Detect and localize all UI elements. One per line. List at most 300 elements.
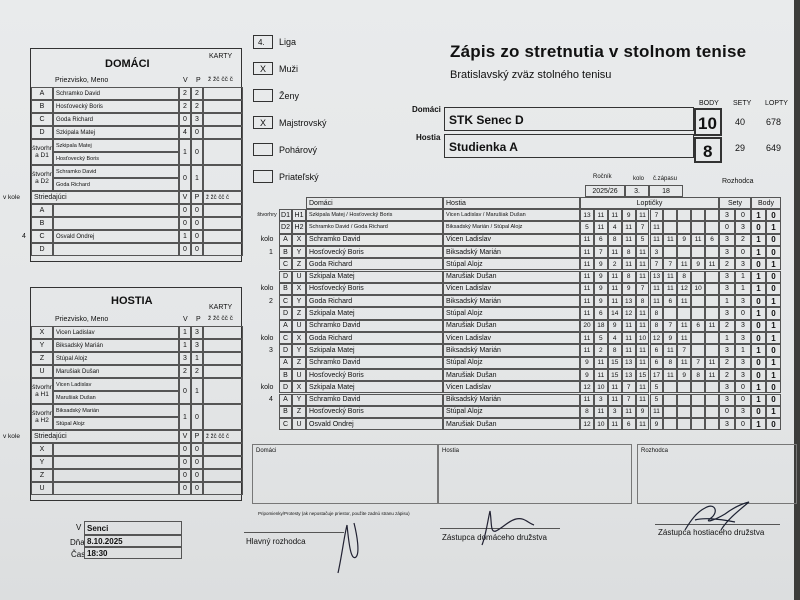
ball-score[interactable]: 11 — [677, 332, 691, 344]
lopty-header: LOPTY — [765, 100, 788, 107]
league-number-box[interactable] — [253, 35, 273, 49]
ball-score[interactable]: 3 — [650, 246, 664, 258]
ball-score[interactable] — [705, 332, 719, 344]
away-team-field[interactable] — [444, 134, 694, 158]
ball-score[interactable]: 8 — [580, 406, 594, 418]
ball-score[interactable] — [663, 221, 677, 233]
doubles-player-1[interactable]: Biksadský Marián — [53, 404, 179, 417]
ball-score[interactable]: 11 — [608, 418, 622, 430]
ball-score[interactable]: 11 — [677, 357, 691, 369]
sub-name[interactable] — [53, 204, 179, 217]
player-cards[interactable] — [203, 100, 243, 113]
ball-score[interactable] — [663, 381, 677, 393]
match-sets-home: 0 — [719, 406, 735, 418]
ball-score[interactable]: 9 — [677, 369, 691, 381]
player-wins: 0 — [179, 113, 191, 126]
ball-score[interactable]: 11 — [594, 369, 608, 381]
sub-cards[interactable] — [203, 204, 243, 217]
ball-score[interactable] — [691, 307, 705, 319]
ball-score[interactable] — [705, 221, 719, 233]
match-away-player[interactable]: Biksadský Marián / Stúpal Alojz — [443, 221, 580, 233]
ball-score[interactable]: 8 — [691, 369, 705, 381]
player-name[interactable]: Marušiak Dušan — [53, 365, 179, 378]
ball-score[interactable]: 10 — [594, 418, 608, 430]
match-home-player[interactable]: Goda Richard — [306, 258, 443, 270]
ball-score[interactable] — [677, 381, 691, 393]
match-home-player[interactable]: Osvald Ondrej — [306, 418, 443, 430]
ball-score[interactable]: 11 — [636, 258, 650, 270]
ball-score[interactable]: 11 — [636, 418, 650, 430]
ball-score[interactable] — [705, 394, 719, 406]
ball-score[interactable]: 11 — [650, 221, 664, 233]
ball-score[interactable] — [677, 209, 691, 221]
ball-score[interactable]: 15 — [608, 357, 622, 369]
match-home-player[interactable]: Hosťovecký Boris — [306, 406, 443, 418]
match-home-player[interactable]: Szkipala Matej — [306, 271, 443, 283]
match-away-player[interactable]: Stúpal Alojz — [443, 258, 580, 270]
ball-score[interactable]: 11 — [622, 221, 636, 233]
sub-name[interactable] — [53, 482, 179, 495]
ball-score[interactable]: 11 — [691, 234, 705, 246]
player-name[interactable]: Goda Richard — [53, 113, 179, 126]
ball-score[interactable]: 11 — [636, 307, 650, 319]
ball-score[interactable]: 11 — [663, 344, 677, 356]
match-home-player[interactable]: Hosťovecký Boris — [306, 246, 443, 258]
sub-name[interactable] — [53, 243, 179, 256]
ball-score[interactable]: 8 — [663, 357, 677, 369]
player-name[interactable]: Biksadský Marián — [53, 339, 179, 352]
ball-score[interactable]: 8 — [677, 271, 691, 283]
ball-score[interactable]: 17 — [650, 369, 664, 381]
doubles-player-1[interactable]: Schramko David — [53, 165, 179, 178]
doubles-cards[interactable] — [203, 165, 243, 191]
ball-score[interactable]: 7 — [622, 381, 636, 393]
match-home-letter: D — [279, 271, 292, 283]
ball-score[interactable]: 11 — [650, 295, 664, 307]
ball-score[interactable] — [691, 394, 705, 406]
ball-score[interactable]: 8 — [622, 246, 636, 258]
ball-score[interactable] — [691, 332, 705, 344]
ball-score[interactable]: 11 — [636, 394, 650, 406]
ball-score[interactable]: 11 — [580, 332, 594, 344]
ball-score[interactable] — [677, 394, 691, 406]
sub-cards[interactable] — [203, 217, 243, 230]
zapas-field[interactable]: 18 — [649, 185, 683, 197]
match-home-player[interactable]: Schramko David — [306, 320, 443, 332]
ball-score[interactable]: 11 — [705, 320, 719, 332]
ball-score[interactable]: 12 — [622, 307, 636, 319]
doubles-player-2[interactable]: Stúpal Alojz — [53, 417, 179, 430]
ball-score[interactable]: 7 — [677, 344, 691, 356]
ball-score[interactable]: 11 — [636, 357, 650, 369]
ball-score[interactable]: 11 — [622, 234, 636, 246]
ball-score[interactable]: 4 — [608, 221, 622, 233]
match-away-player[interactable]: Vicen Ladislav — [443, 283, 580, 295]
match-home-player[interactable]: Szkipala Matej — [306, 381, 443, 393]
ball-score[interactable] — [691, 271, 705, 283]
ball-score[interactable]: 11 — [622, 320, 636, 332]
doubles-cards[interactable] — [203, 378, 243, 404]
ball-score[interactable]: 7 — [663, 320, 677, 332]
ball-score[interactable]: 2 — [608, 258, 622, 270]
ball-score[interactable]: 11 — [622, 258, 636, 270]
ball-score[interactable]: 3 — [608, 406, 622, 418]
match-away-player[interactable]: Biksadský Marián — [443, 246, 580, 258]
ball-score[interactable]: 6 — [705, 234, 719, 246]
ball-score[interactable] — [691, 221, 705, 233]
kolo-field[interactable]: 3. — [625, 185, 649, 197]
cas-field[interactable]: 18:30 — [84, 547, 182, 559]
ball-score[interactable] — [691, 381, 705, 393]
doubles-player-2[interactable]: Hosťovecký Boris — [53, 152, 179, 165]
player-cards[interactable] — [203, 365, 243, 378]
ball-score[interactable]: 11 — [608, 246, 622, 258]
ball-score[interactable]: 6 — [663, 295, 677, 307]
ball-score[interactable]: 11 — [594, 357, 608, 369]
ball-score[interactable]: 7 — [650, 258, 664, 270]
ball-score[interactable] — [663, 209, 677, 221]
rocnik-field[interactable]: 2025/26 — [585, 185, 625, 197]
ball-score[interactable]: 11 — [663, 234, 677, 246]
ball-score[interactable]: 11 — [580, 246, 594, 258]
ball-score[interactable]: 9 — [622, 283, 636, 295]
doubles-cards[interactable] — [203, 139, 243, 165]
ball-score[interactable]: 11 — [650, 234, 664, 246]
ball-score[interactable]: 11 — [580, 394, 594, 406]
sub-name[interactable] — [53, 217, 179, 230]
sub-wins: 0 — [179, 443, 191, 456]
ball-score[interactable]: 9 — [594, 258, 608, 270]
ball-score[interactable] — [663, 406, 677, 418]
ball-score[interactable]: 11 — [636, 344, 650, 356]
match-home-player[interactable]: Szkipala Matej / Hosťovecký Boris — [306, 209, 443, 221]
notes-domaci[interactable] — [252, 444, 438, 504]
ball-score[interactable]: 9 — [594, 283, 608, 295]
ball-score[interactable]: 8 — [622, 271, 636, 283]
ball-score[interactable]: 5 — [594, 332, 608, 344]
ball-score[interactable]: 11 — [622, 406, 636, 418]
sub-name[interactable] — [53, 469, 179, 482]
match-home-letter: D — [279, 381, 292, 393]
ball-score[interactable]: 9 — [594, 271, 608, 283]
category-checkbox[interactable] — [253, 143, 273, 156]
ball-score[interactable]: 11 — [580, 234, 594, 246]
ball-score[interactable] — [705, 307, 719, 319]
doubles-player-2[interactable]: Marušiak Dušan — [53, 391, 179, 404]
ball-score[interactable] — [677, 246, 691, 258]
ball-score[interactable]: 6 — [594, 307, 608, 319]
ball-score[interactable]: 11 — [608, 394, 622, 406]
ball-score[interactable]: 8 — [608, 234, 622, 246]
doubles-label-1: štvorhr — [32, 409, 52, 417]
ball-score[interactable] — [705, 246, 719, 258]
player-name[interactable]: Schramko David — [53, 87, 179, 100]
ball-score[interactable]: 10 — [691, 283, 705, 295]
ball-score[interactable]: 6 — [691, 320, 705, 332]
match-away-player[interactable]: Stúpal Alojz — [443, 406, 580, 418]
ball-score[interactable] — [705, 406, 719, 418]
doubles-player-1[interactable]: Szkipala Matej — [53, 139, 179, 152]
match-away-player[interactable]: Vicen Ladislav / Marušiak Dušan — [443, 209, 580, 221]
ball-score[interactable]: 11 — [594, 406, 608, 418]
match-away-player[interactable]: Stúpal Alojz — [443, 357, 580, 369]
ball-score[interactable]: 9 — [622, 209, 636, 221]
ball-score[interactable]: 12 — [580, 381, 594, 393]
sub-name[interactable]: Osvald Ondrej — [53, 230, 179, 243]
ball-score[interactable] — [691, 209, 705, 221]
ball-score[interactable] — [677, 221, 691, 233]
match-points-away: 0 — [766, 271, 781, 283]
ball-score[interactable]: 9 — [677, 234, 691, 246]
ball-score[interactable]: 5 — [636, 234, 650, 246]
ball-score[interactable] — [677, 406, 691, 418]
category-checkbox[interactable]: X — [253, 62, 273, 75]
v-field[interactable]: Senci — [84, 521, 182, 535]
player-cards[interactable] — [203, 339, 243, 352]
match-sets-away: 1 — [735, 344, 751, 356]
category-checkbox[interactable] — [253, 89, 273, 102]
match-away-player[interactable]: Vicen Ladislav — [443, 234, 580, 246]
ball-score[interactable] — [663, 418, 677, 430]
ball-score[interactable]: 11 — [636, 246, 650, 258]
ball-score[interactable] — [691, 406, 705, 418]
ball-score[interactable]: 5 — [650, 394, 664, 406]
ball-score[interactable]: 15 — [636, 369, 650, 381]
match-home-player[interactable]: Goda Richard — [306, 332, 443, 344]
subs-header: Striedajúci — [31, 430, 179, 443]
player-name[interactable]: Stúpal Alojz — [53, 352, 179, 365]
ball-score[interactable]: 4 — [608, 332, 622, 344]
sub-letter: Y — [31, 456, 53, 469]
sub-cards[interactable] — [203, 230, 243, 243]
ball-score[interactable]: 12 — [580, 418, 594, 430]
ball-score[interactable] — [691, 246, 705, 258]
ball-score[interactable]: 11 — [650, 283, 664, 295]
ball-score[interactable]: 10 — [636, 332, 650, 344]
ball-score[interactable]: 11 — [622, 332, 636, 344]
match-away-player[interactable]: Biksadský Marián — [443, 394, 580, 406]
ball-score[interactable] — [663, 394, 677, 406]
ball-score[interactable]: 5 — [580, 221, 594, 233]
ball-score[interactable]: 18 — [594, 320, 608, 332]
sub-cards[interactable] — [203, 243, 243, 256]
ball-score[interactable]: 11 — [608, 209, 622, 221]
ball-score[interactable]: 11 — [594, 209, 608, 221]
ball-score[interactable]: 11 — [608, 271, 622, 283]
ball-score[interactable] — [705, 295, 719, 307]
ball-score[interactable]: 11 — [677, 320, 691, 332]
ball-score[interactable]: 11 — [677, 295, 691, 307]
ball-score[interactable]: 11 — [705, 357, 719, 369]
ball-score[interactable]: 9 — [608, 320, 622, 332]
ball-score[interactable]: 9 — [636, 406, 650, 418]
player-cards[interactable] — [203, 113, 243, 126]
ball-score[interactable] — [705, 283, 719, 295]
ball-score[interactable]: 11 — [580, 295, 594, 307]
ball-score[interactable]: 12 — [650, 332, 664, 344]
sub-cards[interactable] — [203, 469, 243, 482]
ball-score[interactable]: 7 — [650, 209, 664, 221]
match-home-player[interactable]: Hosťovecký Boris — [306, 369, 443, 381]
sub-name[interactable] — [53, 443, 179, 456]
ball-score[interactable]: 11 — [663, 369, 677, 381]
ball-score[interactable]: 7 — [663, 258, 677, 270]
ball-score[interactable]: 15 — [608, 369, 622, 381]
ball-score[interactable]: 9 — [580, 357, 594, 369]
ball-score[interactable]: 7 — [594, 246, 608, 258]
player-cards[interactable] — [203, 352, 243, 365]
match-away-player[interactable]: Marušiak Dušan — [443, 320, 580, 332]
ball-score[interactable]: 11 — [594, 221, 608, 233]
match-away-player[interactable]: Marušiak Dušan — [443, 369, 580, 381]
match-points-home: 1 — [751, 394, 766, 406]
player-cards[interactable] — [203, 126, 243, 139]
ball-score[interactable]: 6 — [622, 418, 636, 430]
ball-score[interactable]: 8 — [650, 320, 664, 332]
match-home-player[interactable]: Hosťovecký Boris — [306, 283, 443, 295]
match-group: kolo — [260, 285, 274, 293]
doubles-cards[interactable] — [203, 404, 243, 430]
player-cards[interactable] — [203, 87, 243, 100]
ball-score[interactable]: 11 — [608, 295, 622, 307]
ball-score[interactable]: 12 — [677, 283, 691, 295]
ball-score[interactable]: 8 — [650, 307, 664, 319]
ball-score[interactable]: 9 — [594, 295, 608, 307]
ball-score[interactable]: 11 — [622, 344, 636, 356]
match-home-player[interactable]: Schramko David / Goda Richard — [306, 221, 443, 233]
ball-score[interactable]: 11 — [636, 271, 650, 283]
ball-score[interactable]: 11 — [580, 344, 594, 356]
ball-score[interactable]: 11 — [580, 283, 594, 295]
ball-score[interactable] — [705, 209, 719, 221]
player-cards[interactable] — [203, 326, 243, 339]
ball-score[interactable] — [677, 418, 691, 430]
ball-score[interactable]: 9 — [650, 418, 664, 430]
ball-score[interactable]: 6 — [650, 344, 664, 356]
match-sets-home: 2 — [719, 320, 735, 332]
ball-score[interactable]: 6 — [594, 234, 608, 246]
ball-score[interactable]: 9 — [691, 258, 705, 270]
ball-score[interactable]: 11 — [705, 369, 719, 381]
domaci-col-v: V — [183, 77, 188, 84]
match-home-player[interactable]: Szkipala Matej — [306, 344, 443, 356]
ball-score[interactable] — [691, 418, 705, 430]
ball-score[interactable]: 11 — [636, 381, 650, 393]
match-round-no: 2 — [269, 297, 273, 305]
player-letter: X — [31, 326, 53, 339]
ball-score[interactable]: 13 — [622, 357, 636, 369]
player-name[interactable]: Vicen Ladislav — [53, 326, 179, 339]
ball-score[interactable]: 8 — [636, 295, 650, 307]
match-home-player[interactable]: Schramko David — [306, 357, 443, 369]
ball-score[interactable] — [705, 344, 719, 356]
match-home-player[interactable]: Schramko David — [306, 394, 443, 406]
ball-score[interactable]: 11 — [608, 381, 622, 393]
dna-field[interactable]: 8.10.2025 — [84, 535, 182, 547]
dna-label: Dňa — [70, 538, 85, 547]
signature-home — [478, 505, 538, 550]
ball-score[interactable]: 11 — [608, 283, 622, 295]
ball-score[interactable] — [677, 307, 691, 319]
notes-hostia[interactable] — [438, 444, 632, 504]
ball-score[interactable]: 7 — [691, 357, 705, 369]
match-away-player[interactable]: Vicen Ladislav — [443, 332, 580, 344]
ball-score[interactable]: 11 — [580, 271, 594, 283]
ball-score[interactable]: 11 — [663, 271, 677, 283]
ball-score[interactable] — [691, 295, 705, 307]
ball-score[interactable] — [663, 307, 677, 319]
ball-score[interactable]: 2 — [594, 344, 608, 356]
ball-score[interactable]: 10 — [594, 381, 608, 393]
match-away-player[interactable]: Marušiak Dušan — [443, 418, 580, 430]
ball-score[interactable]: 13 — [622, 369, 636, 381]
ball-score[interactable]: 11 — [636, 209, 650, 221]
player-name[interactable]: Hosťovecký Boris — [53, 100, 179, 113]
ball-score[interactable]: 7 — [636, 283, 650, 295]
ball-score[interactable]: 11 — [580, 258, 594, 270]
ball-score[interactable]: 20 — [580, 320, 594, 332]
ball-score[interactable]: 13 — [622, 295, 636, 307]
category-checkbox[interactable]: X — [253, 116, 273, 129]
match-away-player[interactable]: Biksadský Marián — [443, 344, 580, 356]
ball-score[interactable]: 7 — [622, 394, 636, 406]
ball-score[interactable]: 9 — [663, 332, 677, 344]
match-points-home: 1 — [751, 234, 766, 246]
ball-score[interactable]: 9 — [580, 369, 594, 381]
ball-score[interactable]: 14 — [608, 307, 622, 319]
match-home-player[interactable]: Schramko David — [306, 234, 443, 246]
doubles-player-2[interactable]: Goda Richard — [53, 178, 179, 191]
ball-score[interactable]: 11 — [636, 320, 650, 332]
match-away-player[interactable]: Vicen Ladislav — [443, 381, 580, 393]
ball-score[interactable]: 11 — [663, 283, 677, 295]
ball-score[interactable]: 13 — [650, 271, 664, 283]
sub-name[interactable] — [53, 456, 179, 469]
ball-score[interactable] — [705, 271, 719, 283]
match-away-player[interactable]: Stúpal Alojz — [443, 307, 580, 319]
match-away-player[interactable]: Biksadský Marián — [443, 295, 580, 307]
ball-score[interactable]: 11 — [580, 307, 594, 319]
doubles-player-1[interactable]: Vicen Ladislav — [53, 378, 179, 391]
sub-cards[interactable] — [203, 482, 243, 495]
sub-losses: 0 — [191, 243, 203, 256]
ball-score[interactable]: 11 — [650, 406, 664, 418]
ball-score[interactable]: 7 — [636, 221, 650, 233]
ball-score[interactable]: 8 — [608, 344, 622, 356]
match-home-player[interactable]: Szkipala Matej — [306, 307, 443, 319]
home-team-field[interactable] — [444, 107, 694, 131]
ball-score[interactable]: 6 — [650, 357, 664, 369]
player-name[interactable]: Szkipala Matej — [53, 126, 179, 139]
ball-score[interactable] — [705, 381, 719, 393]
match-sets-away: 3 — [735, 258, 751, 270]
subs-round-label: v kole — [3, 194, 20, 201]
sub-cards[interactable] — [203, 456, 243, 469]
ball-score[interactable]: 11 — [677, 258, 691, 270]
match-round-no: 3 — [269, 346, 273, 354]
ball-score[interactable]: 5 — [650, 381, 664, 393]
category-checkbox[interactable] — [253, 170, 273, 183]
sub-cards[interactable] — [203, 443, 243, 456]
ball-score[interactable]: 3 — [594, 394, 608, 406]
ball-score[interactable] — [691, 344, 705, 356]
match-home-player[interactable]: Goda Richard — [306, 295, 443, 307]
ball-score[interactable]: 13 — [580, 209, 594, 221]
ball-score[interactable]: 11 — [705, 258, 719, 270]
ball-score[interactable] — [663, 246, 677, 258]
match-away-player[interactable]: Marušiak Dušan — [443, 271, 580, 283]
ball-score[interactable] — [705, 418, 719, 430]
